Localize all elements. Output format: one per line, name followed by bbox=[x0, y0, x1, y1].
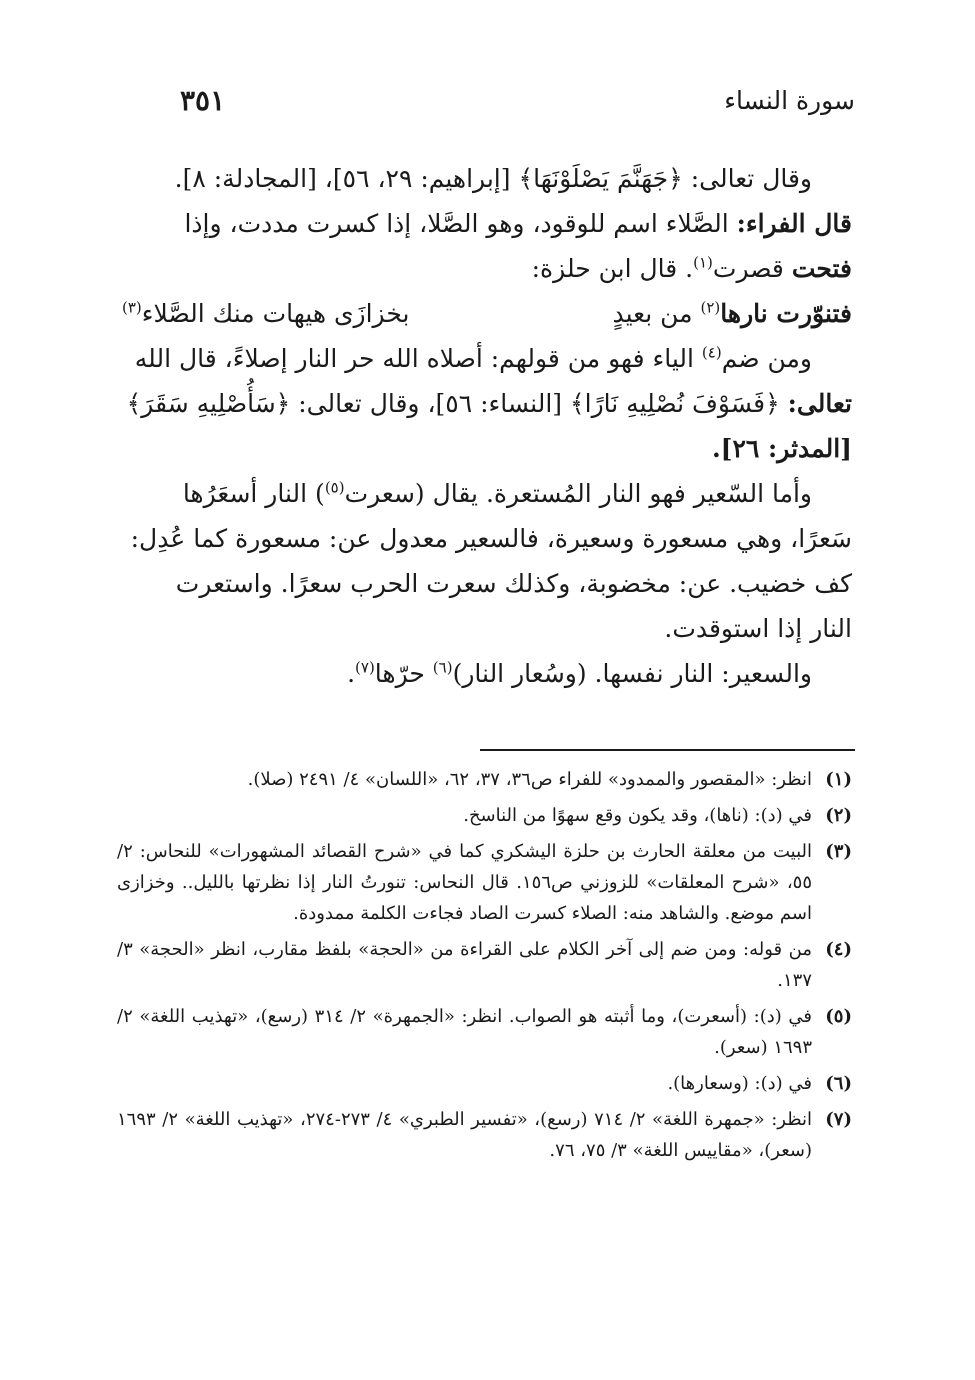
paragraph-3-b: الياء فهو من قولهم: أصلاه الله حر النار إصلاءً، قال الله bbox=[134, 344, 702, 373]
paragraph-3-a: ومن ضم bbox=[721, 344, 812, 373]
fataht-lead: فتحت bbox=[791, 254, 852, 283]
footnote-text: انظر: «المقصور والممدود» للفراء ص٣٦، ٣٧، ٦٢، «اللسان» ٤/ ٢٤٩١ (صلا). bbox=[247, 769, 812, 790]
footnote-separator bbox=[480, 749, 855, 751]
footnote-text: البيت من معلقة الحارث بن حلزة اليشكري كما في «شرح القصائد المشهورات» للنحاس: ٢/ ٥٥، «شرح المعلقات» للزوزني ص١٥٦. قال النحاس: تنورتُ النار إذا نظرتها بالليل.. وخزازى اسم موضع. والشاهد منه: الصلاء كسرت الصاد فجاءت الكلمة ممدودة. bbox=[117, 841, 812, 924]
footnote-5 bbox=[117, 1001, 852, 1063]
paragraph-3c bbox=[122, 381, 852, 426]
footnote-6 bbox=[117, 1068, 852, 1099]
verse-hemistich-left bbox=[122, 291, 409, 336]
paragraph-5-b: حرّها bbox=[374, 659, 433, 688]
taala-lead: تعالى: bbox=[787, 389, 852, 418]
paragraph-3 bbox=[122, 336, 852, 381]
footnote-number: (٢) bbox=[825, 805, 852, 826]
paragraph-1: وقال تعالى: ﴿جَهَنَّمَ يَصْلَوْنَهَا﴾ [إبراهيم: ٢٩، ٥٦]، [المجادلة: ٨]. bbox=[174, 164, 812, 193]
page-number: ٣٥١ bbox=[180, 84, 226, 117]
verse-right-tail: من بعيدٍ bbox=[612, 299, 701, 328]
muddaththir-ref: [المدثر: ٢٦]. bbox=[711, 434, 852, 463]
paragraph-4-b: ) النار أسعَرُها bbox=[182, 479, 325, 508]
footnote-text: انظر: «جمهرة اللغة» ٢/ ٧١٤ (رسع)، «تفسير الطبري» ٤/ ٢٧٣-٢٧٤، «تهذيب اللغة» ٢/ ١٦٩٣ (سعر)، «مقاييس اللغة» ٣/ ٧٥، ٧٦. bbox=[117, 1109, 812, 1161]
footnote-4 bbox=[117, 934, 852, 996]
footnotes bbox=[117, 764, 852, 1171]
paragraph-5-c: . bbox=[347, 659, 356, 688]
verse-right-text: فتنوّرت نارها bbox=[720, 299, 852, 328]
verse-left-text: بخزازَى هيهات منك الصَّلاء bbox=[141, 299, 410, 328]
footnote-ref-3[interactable]: (٣) bbox=[122, 298, 142, 317]
footnote-1 bbox=[117, 764, 852, 795]
paragraph-4-line3: كف خضيب. عن: مخضوبة، وكذلك سعرت الحرب سعرًا. واستعرت bbox=[175, 569, 852, 598]
footnote-ref-5[interactable]: (٥) bbox=[324, 478, 345, 497]
poetry-verse bbox=[122, 291, 852, 336]
paragraph-4-line2: سَعرًا، وهي مسعورة وسعيرة، فالسعير معدول عن: مسعورة كما عُدِل: bbox=[130, 524, 852, 553]
paragraph-3d bbox=[122, 426, 852, 471]
paragraph-5-a: والسعير: النار نفسها. (وسُعار النار) bbox=[452, 659, 812, 688]
paragraph-4 bbox=[122, 471, 852, 516]
footnote-number: (٥) bbox=[825, 1006, 852, 1027]
footnote-text: في (د): (أسعرت)، وما أثبته هو الصواب. انظر: «الجمهرة» ٢/ ٣١٤ (رسع)، «تهذيب اللغة» ٢/ ١٦٩٣ (سعر). bbox=[117, 1006, 812, 1058]
footnote-ref-1[interactable]: (١) bbox=[693, 253, 713, 272]
paragraph-2b-text: قصرت bbox=[712, 254, 792, 283]
verse-hemistich-right bbox=[612, 291, 852, 336]
paragraph-2-text: الصَّلاء اسم للوقود، وهو الصَّلا، إذا كسرت مددت، وإذا bbox=[184, 209, 737, 238]
paragraph-3c-text: ﴿فَسَوْفَ نُصْلِيهِ نَارًا﴾ [النساء: ٥٦]، وقال تعالى: ﴿سَأُصْلِيهِ سَقَرَ﴾ bbox=[126, 389, 788, 418]
footnote-number: (٤) bbox=[825, 939, 852, 960]
paragraph-2 bbox=[122, 201, 852, 246]
farra-lead: قال الفراء: bbox=[736, 209, 852, 238]
paragraph-5 bbox=[122, 651, 852, 696]
footnote-ref-7[interactable]: (٧) bbox=[355, 658, 375, 677]
footnote-text: في (د): (وسعارها). bbox=[667, 1073, 812, 1094]
paragraph-4-a: وأما السّعير فهو النار المُستعرة. يقال (سعرت bbox=[344, 479, 812, 508]
footnote-number: (٣) bbox=[825, 841, 852, 862]
footnote-7 bbox=[117, 1104, 852, 1166]
surah-title: سورة النساء bbox=[724, 86, 855, 115]
footnote-3 bbox=[117, 836, 852, 929]
paragraph-4-line4: النار إذا استوقدت. bbox=[664, 614, 852, 643]
footnote-number: (٧) bbox=[825, 1109, 852, 1130]
main-text bbox=[122, 156, 852, 696]
paragraph-2b bbox=[122, 246, 852, 291]
footnote-2 bbox=[117, 800, 852, 831]
footnote-number: (٦) bbox=[825, 1073, 852, 1094]
footnote-ref-4[interactable]: (٤) bbox=[701, 343, 722, 362]
footnote-text: من قوله: ومن ضم إلى آخر الكلام على القراءة من «الحجة» بلفظ مقارب، انظر «الحجة» ٣/ ١٣٧. bbox=[117, 939, 812, 991]
page-header bbox=[120, 86, 855, 126]
footnote-ref-2[interactable]: (٢) bbox=[700, 298, 721, 317]
footnote-number: (١) bbox=[825, 769, 852, 790]
footnote-text: في (د): (ناها)، وقد يكون وقع سهوًا من الناسخ. bbox=[463, 805, 812, 826]
paragraph-2b-tail: . قال ابن حلزة: bbox=[531, 254, 694, 283]
footnote-ref-6[interactable]: (٦) bbox=[432, 658, 453, 677]
